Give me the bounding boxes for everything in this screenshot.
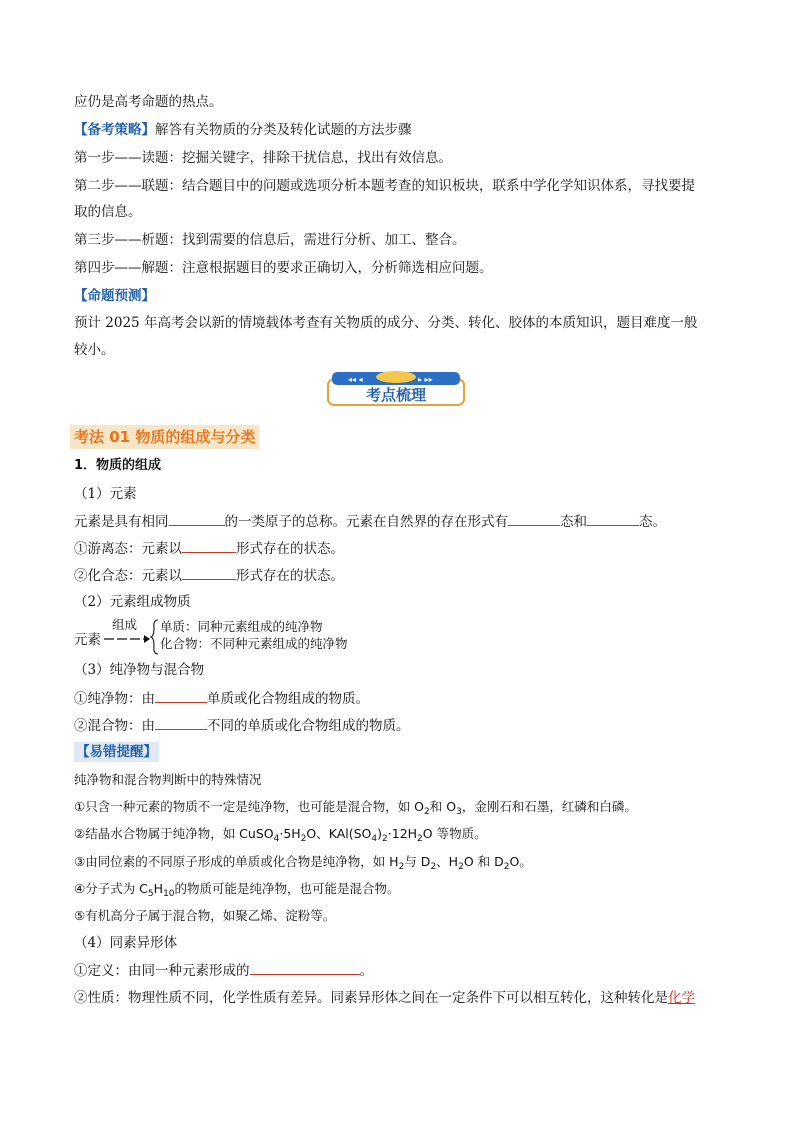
pure-definition [74,688,369,709]
allotrope-property [74,988,695,1008]
text: 单质或化合物组成的物质。 [207,691,369,707]
text: 不同的单质或化合物组成的物质。 [207,718,410,734]
forecast-line-1: 预计 2025 年高考会以新的情境载体考查有关物质的成分、分类、转化、胶体的本质知识，题目难度一般 [74,315,698,331]
mixture-definition [74,715,410,736]
text: 的一类原子的总称。元素在自然界的存在形式有 [224,514,508,530]
combined-state [74,565,344,586]
text: 态。 [639,514,666,530]
allotrope-definition [74,960,373,981]
text: 态和 [560,514,587,530]
forecast-tag: 【命题预测】 [74,288,155,304]
blank-field[interactable] [587,511,639,526]
blank-field[interactable] [250,960,360,975]
text: ①纯净物：由 [74,691,155,707]
answer-chemical: 化学 [668,990,695,1006]
subsection-title: 1．物质的组成 [74,458,162,473]
scheme-compound: 化合物：不同种元素组成的纯净物 [160,636,348,651]
text: ①游离态：元素以 [74,541,182,557]
text: ②性质：物理性质不同，化学性质有差异。同素异形体之间在一定条件下可以相互转化，这种转化是 [74,990,668,1006]
text: 形式存在的状态。 [236,568,344,584]
free-state [74,538,344,559]
text: ②化合态：元素以 [74,568,182,584]
blank-field[interactable] [155,715,207,730]
banner-title: 考点梳理 [365,386,426,404]
blank-field[interactable] [169,511,225,526]
item-element: （1）元素 [74,486,137,502]
section-title: 考法 01 物质的组成与分类 [70,425,259,449]
blank-field[interactable] [508,511,560,526]
scheme-simple: 单质：同种元素组成的纯净物 [160,619,323,634]
element-definition [74,511,666,532]
tip-4: ④分子式为 $C_5H_{10}$的物质可能是纯净物，也可能是混合物。 [74,881,400,899]
text: 。 [359,963,373,979]
tip-tag: 【易错提醒】 [76,744,157,760]
blank-field[interactable] [182,565,236,580]
scheme-arrow-label: 组成 [112,617,138,632]
arrow-icon [102,630,154,650]
intro-tail: 应仍是高考命题的热点。 [74,94,223,110]
text: 元素是具有相同 [74,514,169,530]
composition-scheme [74,618,414,658]
tip-header [74,742,159,762]
step-4: 第四步——解题：注意根据题目的要求正确切入，分析筛选相应问题。 [74,260,493,276]
strategy-line [74,120,412,140]
forecast-line-2: 较小。 [74,342,115,358]
svg-text:◂◂ ◂: ◂◂ ◂ [348,375,363,384]
text: ①定义：由同一种元素形成的 [74,963,250,979]
blank-field[interactable] [182,538,236,553]
brace-icon [150,618,160,656]
section-banner [326,371,466,407]
scheme-left: 元素 [74,632,101,648]
tip-1: ①只含一种元素的物质不一定是纯净物，也可能是混合物，如 $O_2$和 $O_3$，金刚石和石墨，红磷和白磷。 [74,799,637,817]
step-1: 第一步——读题：挖掘关键字，排除干扰信息，找出有效信息。 [74,150,452,166]
svg-text:▸ ▸▸: ▸ ▸▸ [418,375,433,384]
tip-3: ③由同位素的不同原子形成的单质或化合物是纯净物，如 $H_2$与 $D_2$、$H_2O$ 和 $D_2O$。 [74,854,532,872]
step-3: 第三步——析题：找到需要的信息后，需进行分析、加工、整合。 [74,232,466,248]
text: 形式存在的状态。 [236,541,344,557]
strategy-title: 解答有关物质的分类及转化试题的方法步骤 [155,122,412,138]
item-pure-mixture: （3）纯净物与混合物 [74,662,205,678]
tip-5: ⑤有机高分子属于混合物，如聚乙烯、淀粉等。 [74,908,336,923]
step-2-cont: 取的信息。 [74,204,142,220]
strategy-tag: 【备考策略】 [74,122,155,138]
text: ②混合物：由 [74,718,155,734]
tip-title: 纯净物和混合物判断中的特殊情况 [74,772,262,787]
step-2: 第二步——联题：结合题目中的问题或选项分析本题考查的知识板块，联系中学化学知识体系，寻找要提 [74,178,695,194]
tip-2: ②结晶水合物属于纯净物，如 $CuSO_4\cdot 5H_2O$、$KAl(SO_4)_2\cdot 12H_2O$ 等物质。 [74,826,487,844]
item-allotrope: （4）同素异形体 [74,935,178,951]
blank-field[interactable] [155,688,207,703]
item-compose: （2）元素组成物质 [74,594,191,610]
